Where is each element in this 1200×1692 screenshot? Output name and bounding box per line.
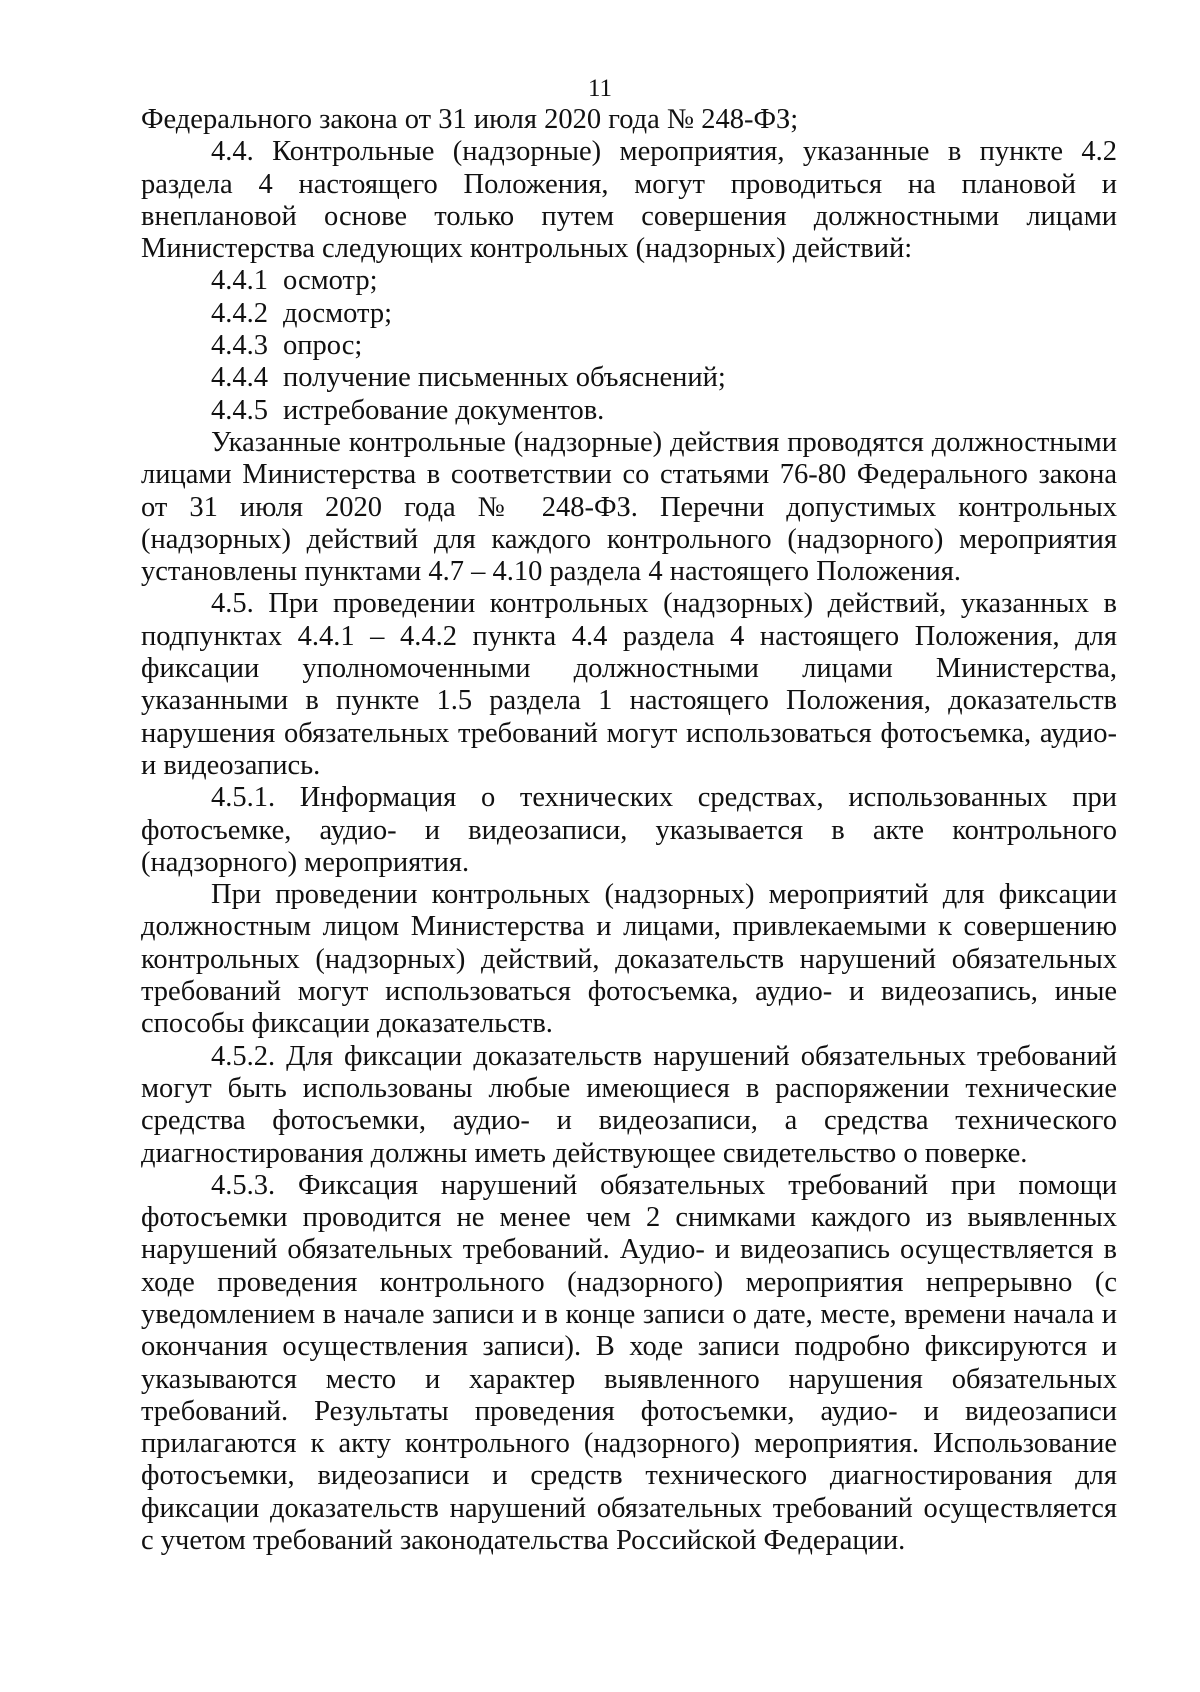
list-item-number: 4.4.2 [211, 297, 268, 329]
list-item-text: опрос; [283, 330, 363, 362]
list-item [141, 265, 1117, 297]
list-item-text: досмотр; [283, 297, 392, 329]
list-item-number: 4.4.5 [211, 394, 268, 426]
list-item-text: истребование документов. [283, 394, 605, 426]
list-item [141, 298, 1117, 330]
paragraph-4-5: 4.5. При проведении контрольных (надзорных) действий, указанных в подпунктах 4.4.1 – 4.4.2 пункта 4.4 раздела 4 настоящего Положения, для фиксации уполномоченными должностными лицами Министерства, указанными в пункте 1.5 раздела 1 настоящего Положения, доказательств нарушения обязательных требований могут использоваться фотосъемка, аудио- и видеозапись. [141, 588, 1117, 781]
list-item [141, 362, 1117, 394]
list-item-number: 4.4.3 [211, 330, 268, 362]
list-item-text: получение письменных объяснений; [283, 362, 726, 394]
list-item-number: 4.4.4 [211, 362, 268, 394]
list-item [141, 395, 1117, 427]
list-item [141, 330, 1117, 362]
paragraph-4-5-3: 4.5.3. Фиксация нарушений обязательных требований при помощи фотосъемки проводится не менее чем 2 снимками каждого из выявленных нарушений обязательных требований. Аудио- и видеозапись осуществляется в ходе проведения контрольного (надзорного) мероприятия непрерывно (с уведомлением в начале записи и в конце записи о дате, месте, времени начала и окончания осуществления записи). В ходе записи подробно фиксируются и указываются место и характер выявленного нарушения обязательных требований. Результаты проведения фотосъемки, аудио- и видеозаписи прилагаются к акту контрольного (надзорного) мероприятия. Использование фотосъемки, видеозаписи и средств технического диагностирования для фиксации доказательств нарушений обязательных требований осуществляется с учетом требований законодательства Российской Федерации. [141, 1169, 1117, 1557]
paragraph-4-5-1: 4.5.1. Информация о технических средствах, использованных при фотосъемке, аудио- и видеозаписи, указывается в акте контрольного (надзорного) мероприятия. [141, 782, 1117, 878]
list-item-text: осмотр; [283, 265, 378, 297]
paragraph-actions-note: Указанные контрольные (надзорные) действия проводятся должностными лицами Министерства в соответствии со статьями 76-80 Федерального закона от 31 июля 2020 года № 248-ФЗ. Перечни допустимых контрольных (надзорных) действий для каждого контрольного (надзорного) мероприятия установлены пунктами 4.7 – 4.10 раздела 4 настоящего Положения. [141, 426, 1117, 588]
paragraph-4-5-2: 4.5.2. Для фиксации доказательств нарушений обязательных требований могут быть использованы любые имеющиеся в распоряжении технические средства фотосъемки, аудио- и видеозаписи, а средства технического диагностирования должны иметь действующее свидетельство о поверке. [141, 1040, 1117, 1169]
paragraph-law-reference: Федерального закона от 31 июля 2020 года № 248-ФЗ; [141, 104, 799, 135]
paragraph-4-4: 4.4. Контрольные (надзорные) мероприятия, указанные в пункте 4.2 раздела 4 настоящего Положения, могут проводиться на плановой и внеплановой основе только путем совершения должностными лицами Министерства следующих контрольных (надзорных) действий: [141, 136, 1117, 265]
actions-list [141, 265, 1117, 426]
paragraph-fixation-methods: При проведении контрольных (надзорных) мероприятий для фиксации должностным лицом Министерства и лицами, привлекаемыми к совершению контрольных (надзорных) действий, доказательств нарушений обязательных требований могут использоваться фотосъемка, аудио- и видеозапись, иные способы фиксации доказательств. [141, 879, 1117, 1040]
page-number: 11 [587, 75, 613, 102]
document-body [141, 104, 1117, 1557]
list-item-number: 4.4.1 [211, 265, 268, 297]
